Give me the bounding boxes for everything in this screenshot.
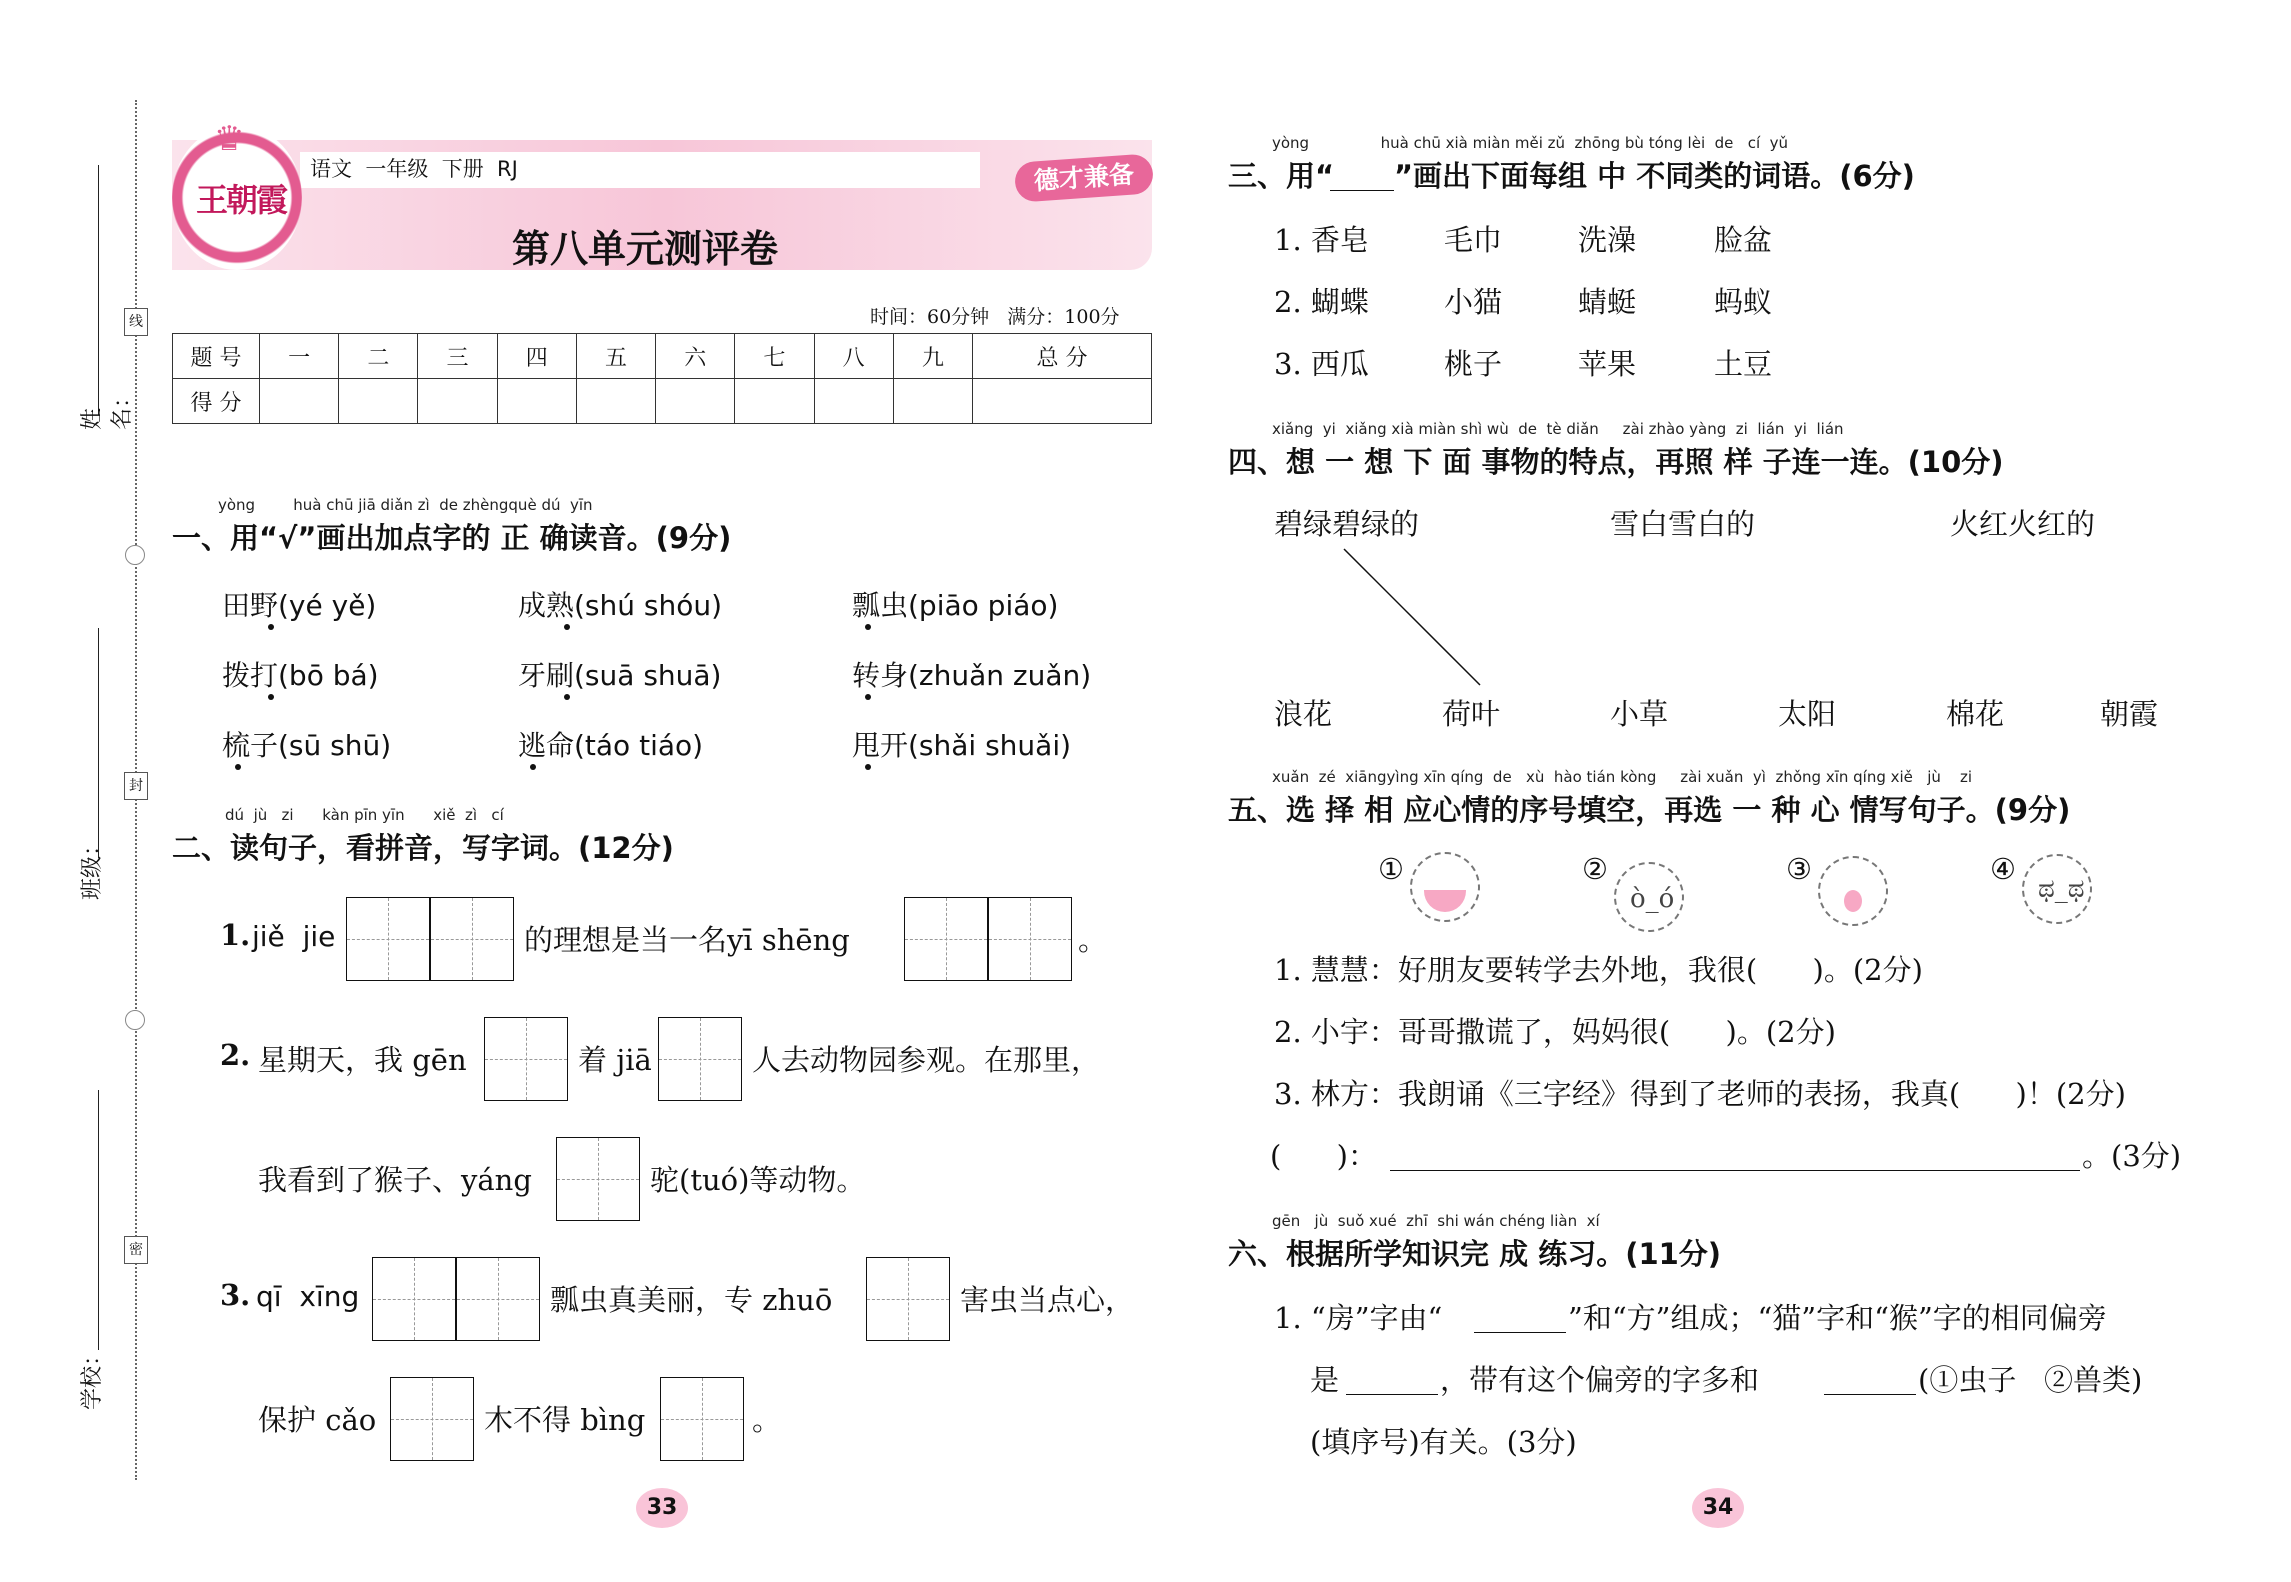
score-cell[interactable]: [339, 379, 418, 424]
word-item[interactable]: 洗澡: [1578, 223, 1637, 257]
adjective-item: 雪白雪白的: [1610, 507, 1756, 541]
fill-sentence[interactable]: 3. 林方：我朗诵《三字经》得到了老师的表扬，我真( )！(2分): [1274, 1077, 2126, 1111]
underline-sample: [1330, 190, 1394, 191]
write-box[interactable]: [346, 897, 430, 981]
section5-pinyin: xuǎn zé xiāngyìng xīn qíng de xù hào tián kòng zài xuǎn yì zhǒng xīn qíng xiě jù zi: [1272, 768, 1972, 786]
score-cell[interactable]: [497, 379, 576, 424]
word-item[interactable]: 蜻蜓: [1578, 285, 1637, 319]
page-number: 34: [1692, 1488, 1744, 1528]
emphasis-dot: [865, 624, 871, 630]
class-line: [98, 628, 99, 858]
class-label: 班级：: [80, 833, 105, 900]
score-cell[interactable]: [972, 379, 1151, 424]
pinyin-prompt: qī xīng: [256, 1280, 360, 1313]
section6-heading: 六、根据所学知识完 成 练习。(11分): [1228, 1237, 1722, 1271]
write-box[interactable]: [866, 1257, 950, 1341]
word-item[interactable]: 小猫: [1444, 285, 1503, 319]
score-cell[interactable]: [814, 379, 893, 424]
example-connect-line: [1340, 545, 1490, 690]
score-header: 六: [656, 334, 735, 379]
section3-pinyin: yòng huà chū xià miàn měi zǔ zhōng bù tóng lèi de cí yǔ: [1272, 134, 1789, 152]
seal-feng: 封: [124, 772, 148, 800]
section1-item: 拨打(bō bá): [222, 659, 379, 692]
word-item[interactable]: 2. 蝴蝶: [1274, 285, 1369, 319]
word-item[interactable]: 土豆: [1714, 347, 1773, 381]
noun-item: 棉花: [1946, 697, 2005, 731]
sentence-text: 。: [1078, 923, 1108, 957]
noun-item: 荷叶: [1442, 697, 1501, 731]
word-item[interactable]: 脸盆: [1714, 223, 1773, 257]
noun-item: 浪花: [1274, 697, 1333, 731]
section1-item: 梳子(sū shū): [222, 729, 392, 762]
face-number: ④: [1990, 852, 2016, 886]
write-box[interactable]: [556, 1137, 640, 1221]
score-header: 七: [735, 334, 814, 379]
section4-pinyin: xiǎng yi xiǎng xià miàn shì wù de tè diǎn zài zhào yàng zi lián yi lián: [1272, 420, 1844, 438]
section1-item: 甩开(shǎi shuǎi): [852, 729, 1072, 762]
write-line[interactable]: [1390, 1170, 2080, 1171]
write-box[interactable]: [904, 897, 988, 981]
score-cell[interactable]: [735, 379, 814, 424]
noun-item: 小草: [1610, 697, 1669, 731]
name-line: [98, 165, 99, 415]
sentence-text: 木不得 bìng: [484, 1403, 646, 1437]
blank[interactable]: [1474, 1332, 1566, 1333]
sentence-number: 3.: [220, 1278, 251, 1312]
emphasis-dot: [865, 694, 871, 700]
score-header: 九: [893, 334, 972, 379]
face-number: ②: [1582, 852, 1608, 886]
emphasis-dot: [268, 694, 274, 700]
word-item[interactable]: 毛巾: [1444, 223, 1503, 257]
adjective-item: 碧绿碧绿的: [1274, 507, 1420, 541]
emphasis-dot: [268, 624, 274, 630]
score-cell[interactable]: [418, 379, 497, 424]
name-label: 姓名：: [80, 385, 135, 430]
section1-item: 田野(yé yě): [222, 589, 377, 622]
q6-line2-b: ，带有这个偏旁的字多和: [1440, 1363, 1760, 1397]
write-box[interactable]: [372, 1257, 456, 1341]
write-box[interactable]: [660, 1377, 744, 1461]
section1-item: 成熟(shú shóu): [518, 589, 723, 622]
school-label: 学校：: [80, 1343, 105, 1410]
section1-item: 转身(zhuǎn zuǎn): [852, 659, 1092, 692]
score-header: 三: [418, 334, 497, 379]
punch-hole-icon: [125, 545, 145, 565]
fill-sentence[interactable]: 1. 慧慧：好朋友要转学去外地，我很( )。(2分): [1274, 953, 1923, 987]
section3-heading-b: ”画出下面每组 中 不同类的词语。(6分): [1394, 159, 1915, 193]
emphasis-dot: [564, 694, 570, 700]
section1-item: 瓢虫(piāo piáo): [852, 589, 1059, 622]
word-item[interactable]: 苹果: [1578, 347, 1637, 381]
noun-item: 朝霞: [2100, 697, 2159, 731]
section2-heading: 二、读句子，看拼音，写字词。(12分): [172, 831, 674, 865]
surprised-face-icon: [1818, 856, 1888, 926]
binding-margin: [0, 0, 160, 1582]
sentence-number: 2.: [220, 1038, 251, 1072]
sad-face-icon: ಥ_ಥ: [2022, 854, 2092, 924]
score-table: [172, 333, 1152, 424]
pinyin-prompt: jiě jie: [252, 920, 336, 953]
section3-heading-a: 三、用“: [1228, 159, 1335, 193]
sentence-number: 1.: [220, 918, 251, 952]
score-cell[interactable]: [576, 379, 655, 424]
punch-hole-icon: [125, 1010, 145, 1030]
q6-line3: (填序号)有关。(3分): [1310, 1425, 1577, 1459]
adjective-item: 火红火红的: [1950, 507, 2096, 541]
page-number: 33: [636, 1488, 688, 1528]
section6-pinyin: gēn jù suǒ xué zhī shi wán chéng liàn xí: [1272, 1212, 1600, 1230]
blank[interactable]: [1824, 1394, 1916, 1395]
badge-icon: 德才兼备: [1014, 153, 1154, 203]
happy-face-icon: [1410, 852, 1480, 922]
score-row-label: 得 分: [173, 379, 260, 424]
sentence-text: 保护 cǎo: [258, 1403, 377, 1437]
fill-sentence[interactable]: 2. 小宇：哥哥撒谎了，妈妈很( )。(2分): [1274, 1015, 1836, 1049]
page-title: 第八单元测评卷: [512, 227, 779, 271]
face-number: ①: [1378, 852, 1404, 886]
write-box[interactable]: [456, 1257, 540, 1341]
word-item[interactable]: 3. 西瓜: [1274, 347, 1369, 381]
emphasis-dot: [530, 764, 536, 770]
sentence-text: 星期天，我 gēn: [258, 1043, 467, 1077]
score-cell[interactable]: [656, 379, 735, 424]
emphasis-dot: [235, 764, 241, 770]
face-number: ③: [1786, 852, 1812, 886]
crown-icon: ♛: [214, 119, 245, 159]
section4-heading: 四、想 一 想 下 面 事物的特点，再照 样 子连一连。(10分): [1228, 445, 2004, 479]
score-header: 总 分: [972, 334, 1151, 379]
angry-face-icon: ò_ó: [1614, 862, 1684, 932]
seal-mi: 密: [124, 1236, 148, 1264]
write-box[interactable]: [658, 1017, 742, 1101]
q6-line1-b: ”和“方”组成；“猫”字和“猴”字的相同偏旁: [1568, 1301, 2107, 1335]
sentence-text: 驼(tuó)等动物。: [650, 1163, 866, 1197]
write-line-suffix: 。(3分): [2082, 1139, 2182, 1173]
sentence-text: 的理想是当一名yī shēng: [524, 923, 850, 957]
sentence-text: 人去动物园参观。在那里，: [752, 1043, 1101, 1077]
logo: [172, 119, 302, 270]
sentence-text: 瓢虫真美丽，专 zhuō: [550, 1283, 833, 1317]
subject-line: 语文 一年级 下册 RJ: [310, 157, 518, 181]
logo-text: 王朝霞: [196, 181, 287, 219]
section1-heading: 一、用“√”画出加点字的 正 确读音。(9分): [172, 521, 732, 555]
word-item[interactable]: 1. 香皂: [1274, 223, 1369, 257]
write-box[interactable]: [988, 897, 1072, 981]
section1-item: 逃命(táo tiáo): [518, 729, 704, 762]
q6-line2-a: 是: [1310, 1363, 1340, 1397]
score-header: 四: [497, 334, 576, 379]
score-header: 二: [339, 334, 418, 379]
score-cell[interactable]: [893, 379, 972, 424]
sentence-text: 着 jiā: [578, 1043, 652, 1077]
score-header: 八: [814, 334, 893, 379]
q6-line2-c: (①虫子 ②兽类): [1918, 1363, 2143, 1397]
word-item[interactable]: 桃子: [1444, 347, 1503, 381]
emphasis-dot: [564, 624, 570, 630]
blank[interactable]: [1346, 1394, 1438, 1395]
score-header: 五: [576, 334, 655, 379]
sentence-text: 我看到了猴子、yáng: [258, 1163, 532, 1197]
time-info: 时间：60分钟 满分：100分: [870, 306, 1120, 328]
seal-xian: 线: [124, 308, 148, 336]
q6-line1-a: 1. “房”字由“: [1274, 1301, 1443, 1335]
word-item[interactable]: 蚂蚁: [1714, 285, 1773, 319]
noun-item: 太阳: [1778, 697, 1837, 731]
write-line-prefix: ( )：: [1270, 1139, 1377, 1173]
section2-pinyin: dú jù zi kàn pīn yīn xiě zì cí: [225, 806, 504, 824]
sentence-text: 害虫当点心，: [960, 1283, 1135, 1317]
score-header: 题 号: [173, 334, 260, 379]
section5-heading: 五、选 择 相 应心情的序号填空，再选 一 种 心 情写句子。(9分): [1228, 793, 2071, 827]
write-box[interactable]: [484, 1017, 568, 1101]
write-box[interactable]: [390, 1377, 474, 1461]
sentence-text: 。: [752, 1403, 782, 1437]
section1-item: 牙刷(suā shuā): [518, 659, 722, 692]
score-header: 一: [260, 334, 339, 379]
school-line: [98, 1090, 99, 1350]
write-box[interactable]: [430, 897, 514, 981]
emphasis-dot: [865, 764, 871, 770]
section1-pinyin: yòng huà chū jiā diǎn zì de zhèngquè dú yīn: [218, 496, 593, 514]
score-cell[interactable]: [260, 379, 339, 424]
